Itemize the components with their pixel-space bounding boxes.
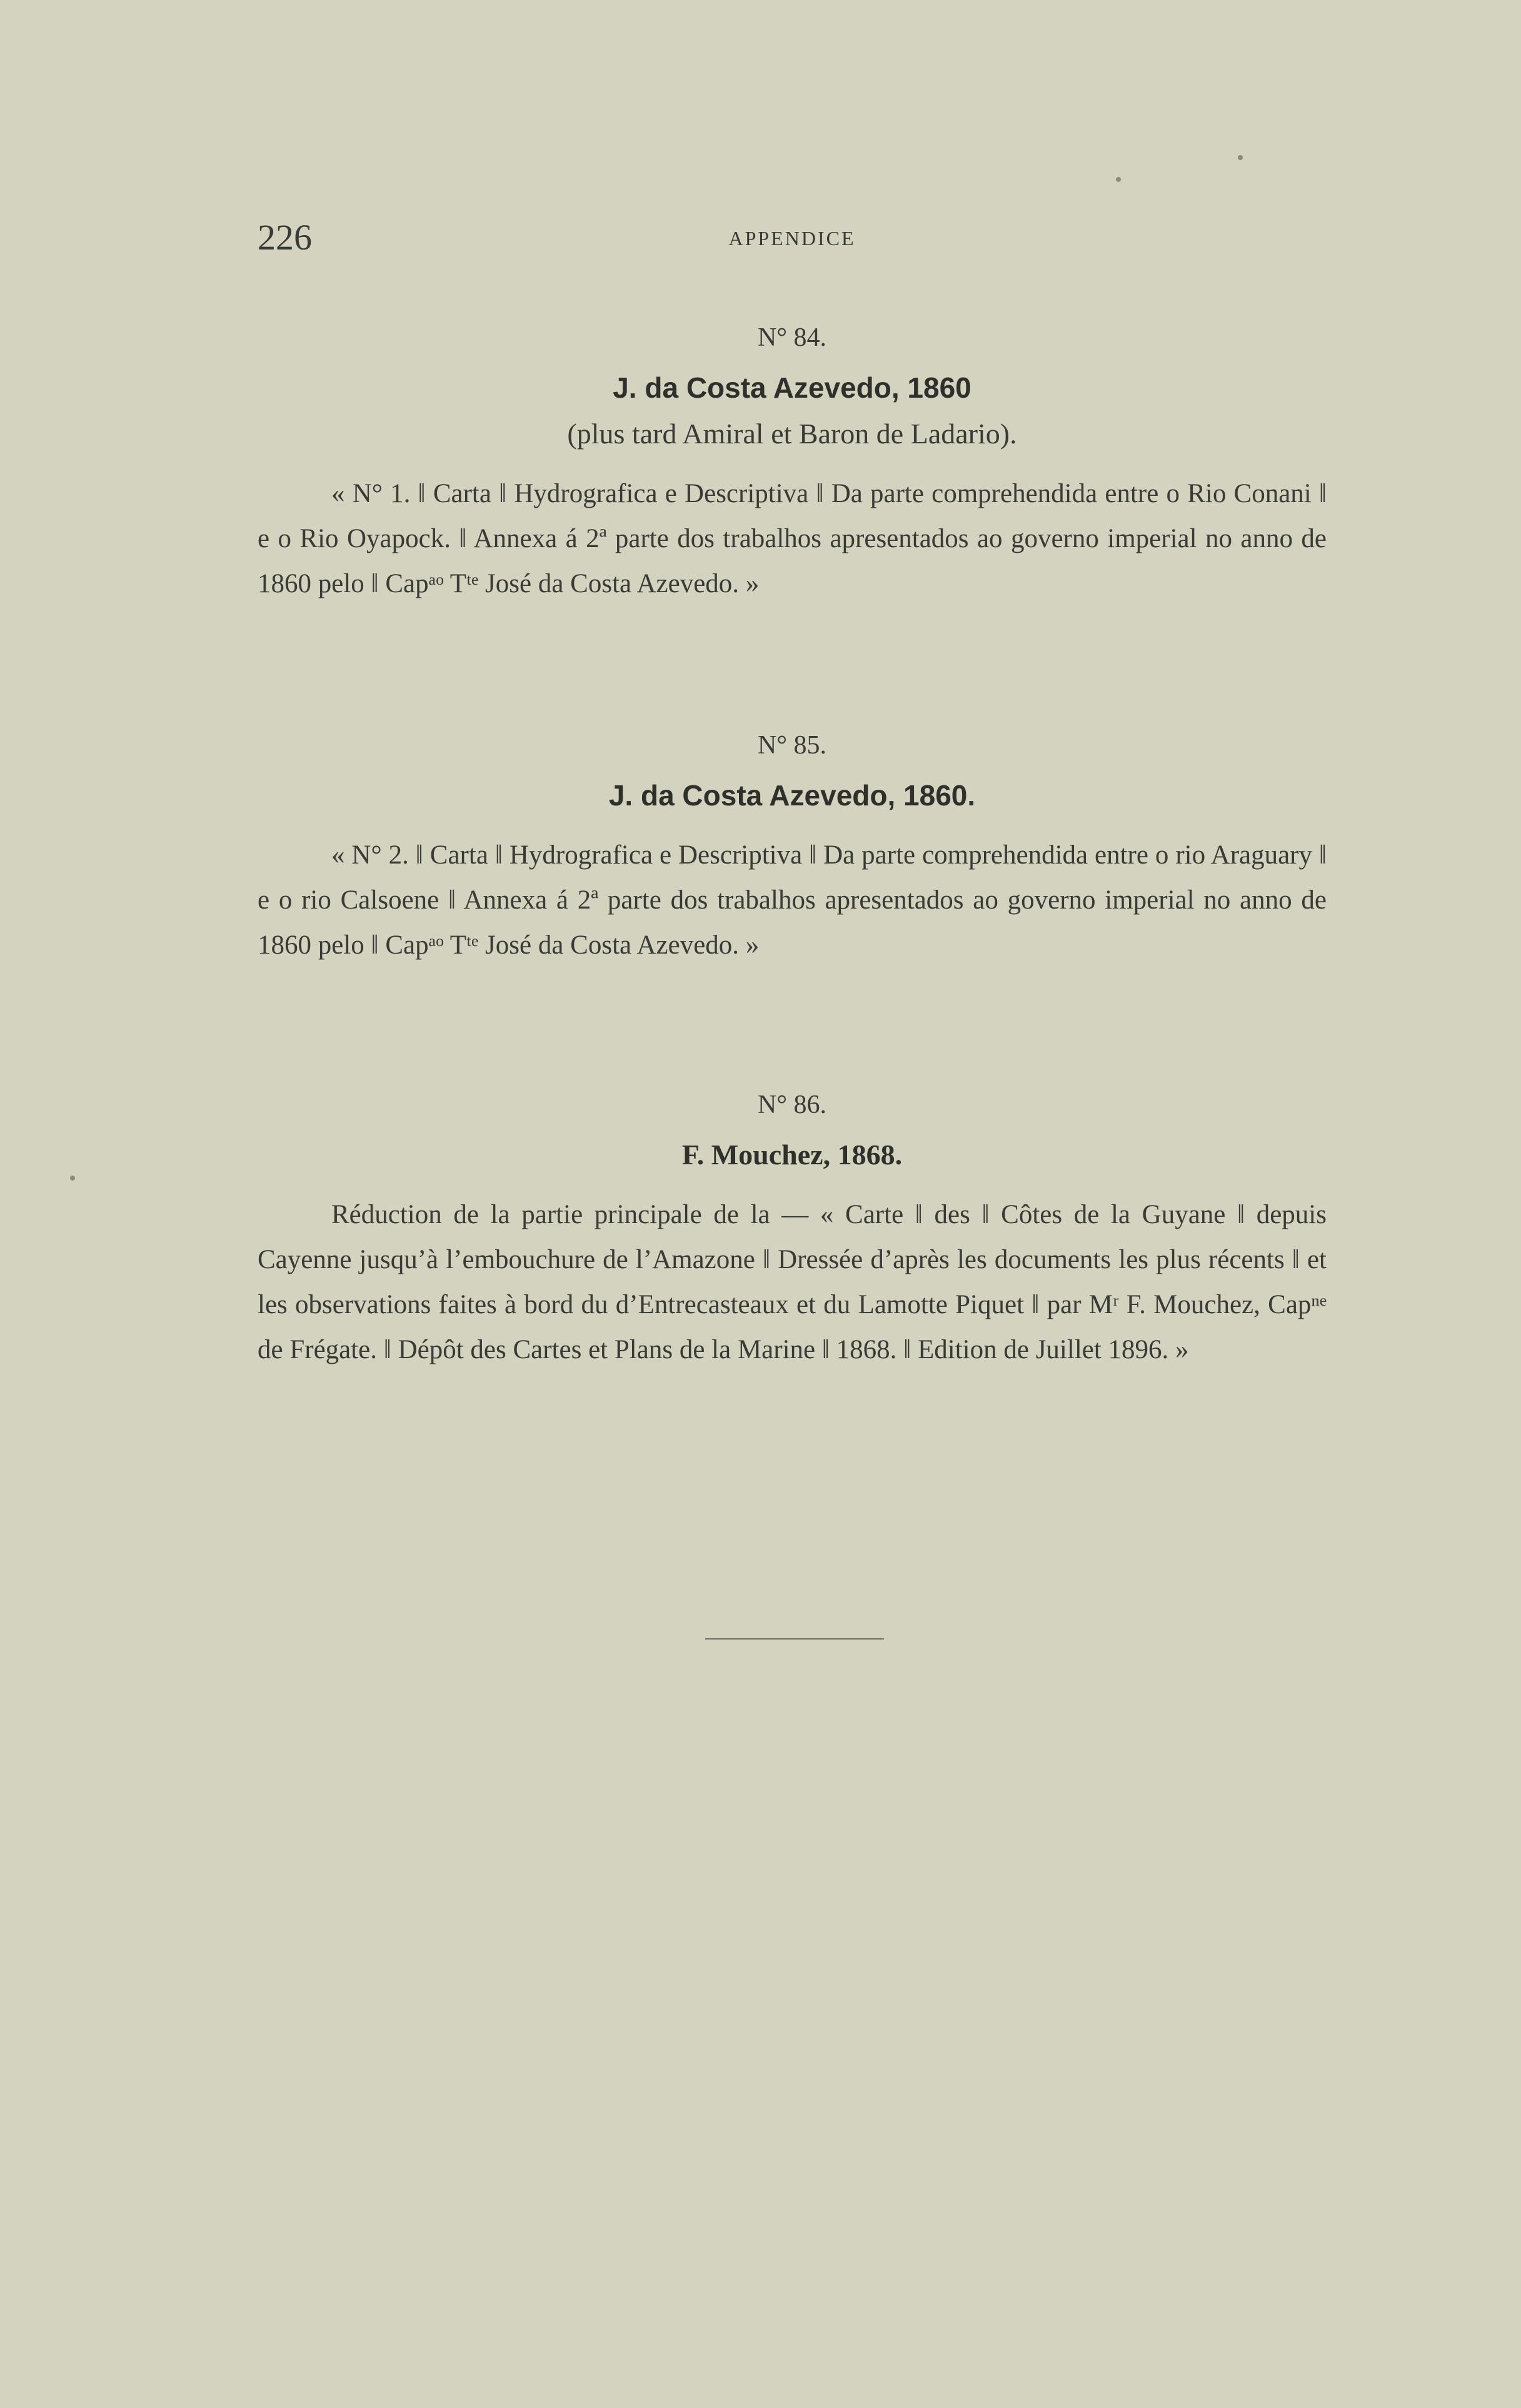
running-head: APPENDICE: [728, 227, 856, 249]
entry-title: F. Mouchez, 1868.: [681, 1139, 903, 1171]
entry-number: N° 84.: [757, 323, 827, 352]
entry-number: N° 85.: [757, 731, 827, 760]
page-header: [258, 216, 1327, 259]
entry-text: « N° 2. ‖ Carta ‖ Hydrografica e Descriptiva ‖ Da parte comprehendida entre o rio Araguary ‖ e o rio Calsoene ‖ Annexa á 2ª parte dos trabalhos apresentados ao governo imperial no anno de 1860 pelo ‖ Capᵃᵒ Tᵗᵉ José da Costa Azevedo. »: [258, 840, 1327, 960]
paper-speck: [70, 1176, 75, 1181]
entry-84: [258, 319, 1327, 607]
entry-text: « N° 1. ‖ Carta ‖ Hydrografica e Descriptiva ‖ Da parte comprehendida entre o Rio Conani ‖ e o Rio Oyapock. ‖ Annexa á 2ª parte dos trabalhos apresentados ao governo imperial no anno de 1860 pelo ‖ Capᵃᵒ Tᵗᵉ José da Costa Azevedo. »: [258, 479, 1327, 598]
entry-subtitle: (plus tard Amiral et Baron de Ladario).: [567, 418, 1017, 450]
entry-text: Réduction de la partie principale de la — « Carte ‖ des ‖ Côtes de la Guyane ‖ depuis Cayenne jusqu’à l’embouchure de l’Amazone ‖ Dressée d’après les documents les plus récents ‖ et les observations faites à bord du d’Entrecasteaux et du Lamotte Piquet ‖ par Mʳ F. Mouchez, Capⁿᵉ de Frégate. ‖ Dépôt des Cartes et Plans de la Marine ‖ 1868. ‖ Edition de Juillet 1896. »: [258, 1200, 1327, 1364]
entry-86: [258, 1086, 1327, 1373]
end-rule: [705, 1638, 884, 1640]
entry-title: J. da Costa Azevedo, 1860.: [608, 779, 976, 812]
entry-85: [258, 727, 1327, 968]
entry-title: J. da Costa Azevedo, 1860: [613, 371, 971, 404]
entry-number: N° 86.: [757, 1091, 827, 1119]
paper-speck: [1238, 155, 1243, 160]
page-number: 226: [258, 217, 312, 258]
paper-speck: [1116, 177, 1121, 182]
